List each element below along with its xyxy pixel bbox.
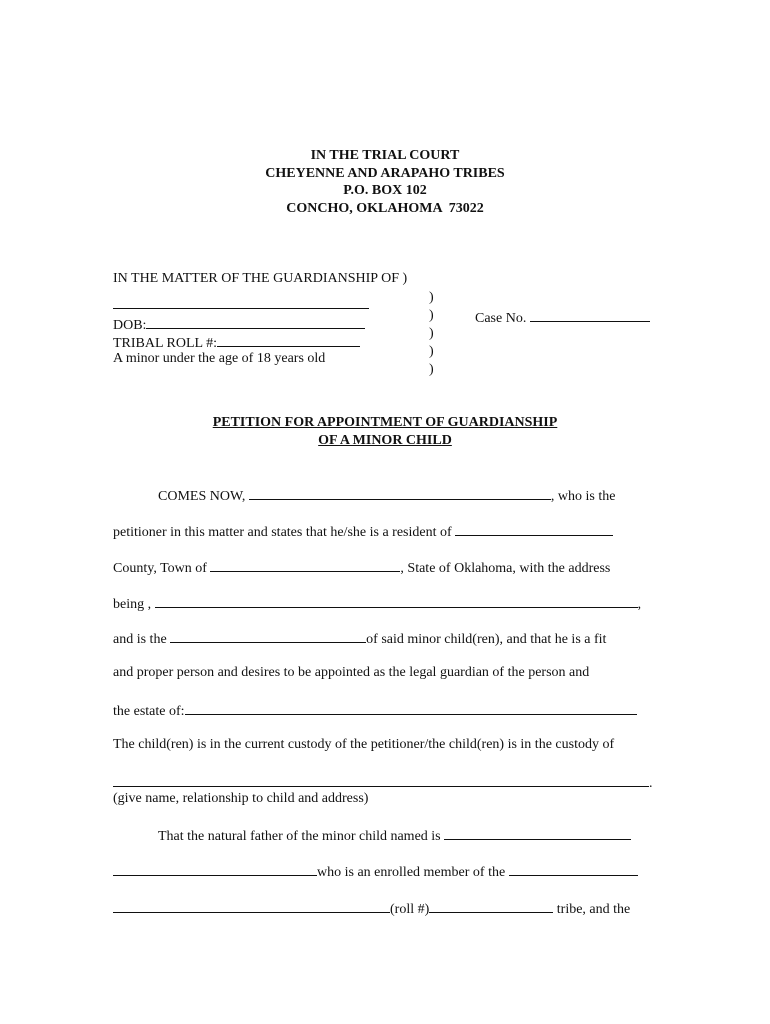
caption-paren: )	[429, 362, 434, 377]
town-blank[interactable]	[210, 558, 400, 572]
tribe-blank[interactable]	[509, 862, 638, 876]
enrolled-member-text: who is an enrolled member of the	[317, 865, 509, 880]
tribe-name-blank[interactable]	[113, 899, 390, 913]
and-is-the-text: and is the	[113, 632, 171, 647]
court-po-box: P.O. BOX 102	[343, 183, 427, 198]
caption-paren: )	[402, 271, 408, 286]
father-name-continued-blank[interactable]	[113, 862, 317, 876]
caption-paren: )	[429, 326, 434, 341]
relationship-blank[interactable]	[170, 629, 366, 643]
caption-paren: )	[429, 344, 434, 359]
paragraph-line-7	[113, 701, 637, 720]
estate-of-blank[interactable]	[185, 701, 637, 715]
being-label: being ,	[113, 597, 155, 612]
comes-now-text: COMES NOW,	[158, 489, 249, 504]
paragraph-line-1	[158, 486, 615, 505]
roll-number-blank[interactable]	[429, 899, 553, 913]
county-blank[interactable]	[455, 522, 613, 536]
court-name: IN THE TRIAL COURT	[310, 148, 460, 163]
estate-of-label: the estate of:	[113, 704, 185, 719]
caption-dob-row	[113, 315, 365, 334]
petition-subtitle: OF A MINOR CHILD	[318, 433, 452, 448]
court-city: CONCHO, OKLAHOMA 73022	[286, 200, 484, 216]
caption-roll-row	[113, 333, 360, 352]
roll-number-label: (roll #)	[390, 902, 430, 917]
caption-name-row	[113, 295, 369, 314]
tribal-roll-label: TRIBAL ROLL #:	[113, 336, 217, 351]
paragraph-line-9	[113, 773, 653, 792]
paragraph-line-13	[113, 899, 630, 918]
paragraph-line-11	[158, 826, 631, 845]
natural-father-text: That the natural father of the minor child named is	[158, 829, 445, 844]
court-header	[0, 147, 770, 217]
custody-instruction: (give name, relationship to child and address)	[113, 791, 369, 806]
resident-text: petitioner in this matter and states that he/she is a resident of	[113, 525, 456, 540]
dob-blank[interactable]	[146, 315, 365, 329]
paragraph-line-6: and proper person and desires to be appointed as the legal guardian of the person and	[113, 665, 590, 680]
caption-paren: )	[429, 308, 434, 323]
minor-note: A minor under the age of 18 years old	[113, 351, 326, 366]
tribe-name: CHEYENNE AND ARAPAHO TRIBES	[265, 165, 505, 181]
caption-minor-row	[113, 351, 325, 367]
dob-label: DOB:	[113, 318, 147, 333]
custody-blank[interactable]	[113, 773, 649, 787]
state-text: , State of Oklahoma, with the address	[400, 561, 611, 576]
period-text: .	[649, 776, 653, 791]
paragraph-line-8: The child(ren) is in the current custody of the petitioner/the child(ren) is in the custody of	[113, 737, 615, 752]
case-number-blank[interactable]	[530, 308, 650, 322]
caption-paren: )	[429, 290, 434, 305]
tribal-roll-blank[interactable]	[217, 333, 360, 347]
paragraph-line-2	[113, 522, 613, 541]
petitioner-name-blank[interactable]	[249, 486, 551, 500]
minor-name-blank[interactable]	[113, 295, 369, 309]
paragraph-line-12	[113, 862, 638, 881]
paragraph-line-3	[113, 558, 610, 577]
tribe-and-the-text: tribe, and the	[553, 902, 631, 917]
fit-person-text: of said minor child(ren), and that he is a fit	[366, 632, 607, 647]
case-number-row	[475, 308, 650, 327]
paragraph-line-5	[113, 629, 606, 648]
petition-title: PETITION FOR APPOINTMENT OF GUARDIANSHIP	[212, 415, 558, 430]
paragraph-line-4	[113, 594, 641, 613]
address-blank[interactable]	[155, 594, 638, 608]
town-label: County, Town of	[113, 561, 211, 576]
father-name-blank[interactable]	[444, 826, 631, 840]
matter-label: IN THE MATTER OF THE GUARDIANSHIP OF	[113, 271, 399, 286]
case-number-label: Case No.	[475, 311, 527, 326]
who-is-text: , who is the	[550, 489, 616, 504]
comma-text: ,	[637, 597, 642, 612]
caption-matter-row	[113, 271, 407, 287]
